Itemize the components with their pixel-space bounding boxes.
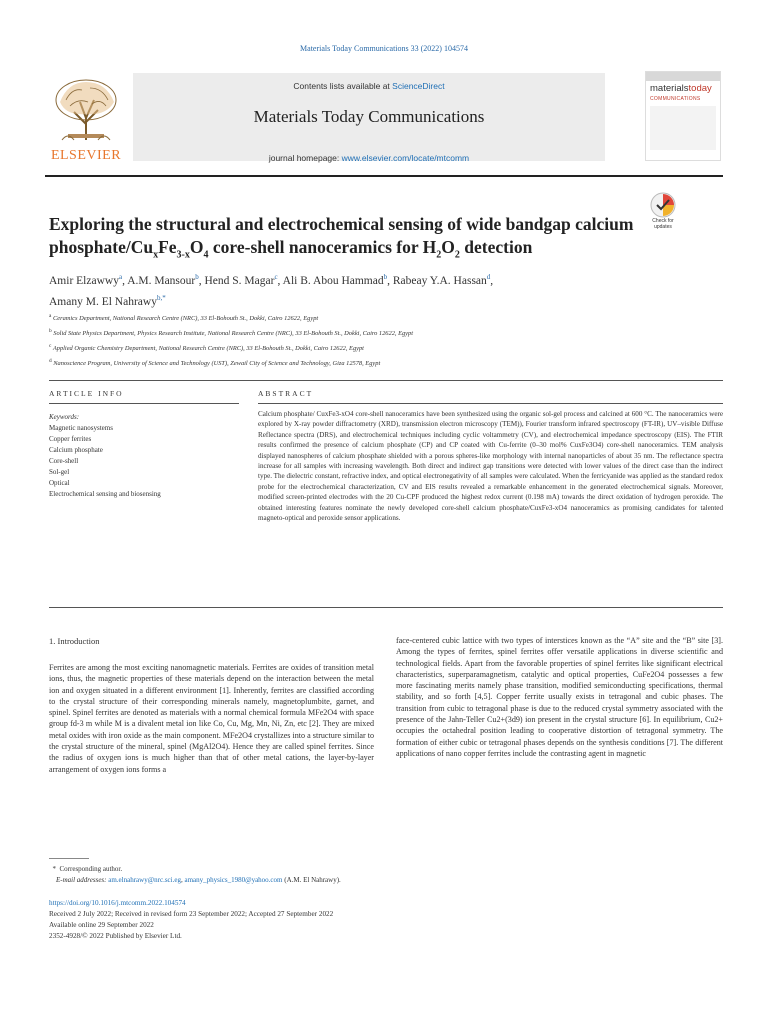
affiliation <box>49 340 689 355</box>
email-link-1[interactable]: am.elnahrawy@nrc.sci.eg <box>108 876 181 884</box>
email-line: E-mail addresses: am.elnahrawy@nrc.sci.eg, amany_physics_1980@yahoo.com (A.M. El Nahrawy). <box>56 876 341 884</box>
author-affil-sup[interactable]: c <box>274 273 278 281</box>
author-list: Amir Elzawwy$^a$, A.M. Mansour$^b$, Hend S. Magar$^c$, Ali B. Abou Hammad$^b$, Rabeay Y.A. Hassan$^d$, Amany M. El Nahrawy$^{b,*}$ <box>49 273 494 308</box>
section-heading-introduction: 1. Introduction <box>49 636 100 646</box>
keywords-heading: Keywords: <box>49 413 80 421</box>
keyword: Sol-gel <box>49 468 70 476</box>
affiliations <box>49 310 689 371</box>
affiliation-text: Ceramics Department, National Research Centre (NRC), 33 El-Bohouth St., Dokki, Cairo 12622, Egypt <box>52 315 319 323</box>
divider-bottom <box>49 607 723 608</box>
article-title <box>49 213 659 267</box>
abstract-text: Calcium phosphate/ CuxFe3-xO4 core-shell nanoceramics have been synthesized using the organic sol-gel process and calcined at 600 °C. The nanoceramics were explored by X-ray powder diffractometry (XRD), transmission electron microscopy (TEM)), Fourier transform infrared spectroscopy (FT-IR), UV–visible Diffuse Reflectance spectra (DRS), and electrochemical techniques including cyclic voltammetry (CV), and electrochemical impedance spectroscopy (EIS). The FTIR results confirmed the presence of calcium phosphate (CP) and CP coated with Cu-ferrite (0–30 mol% CuxFe3O4) core-shell nanoceramics. TEM analysis displayed nanospheres of calcium phosphate shielded with a porous spheres-like morphology with internal nanoparticles of about 35 nm. The reflectance spectra increase for all samples with increasing wavelength. Both direct and indirect gap transitions were detected with lower values of the direct case than the indirect type. The dielectric constant, refractive index, and optical electronegativity of all samples were calculated. When the ferricyanide was applied as the standard redox probe for the electrochemical characterization, CV and EIS results revealed a remarkable enhancement in the generated electrochemical signals. Moreover, modified screen-printed electrodes with the 20 Cu-CPF produced the highest redox current (0.198 mA) towards the direct oxidation of hydrogen peroxide. The obtained interesting features nominate the newly developed core-shell calcium phosphate/CuxFe3-xO4 nanoceramics as promising candidates for talented magneto-optical and peroxide sensor applications. <box>258 410 723 523</box>
copyright: 2352-4928/© 2022 Published by Elsevier Ltd. <box>49 932 182 940</box>
email-suffix: (A.M. El Nahrawy). <box>284 876 341 884</box>
journal-reference[interactable]: Materials Today Communications 33 (2022) 104574 <box>300 44 468 53</box>
crossmark-text-2: updates <box>654 224 672 230</box>
crossmark-text-1: Check for <box>652 218 674 224</box>
author-affil-sup[interactable]: d <box>486 273 491 281</box>
title-text-3: detection <box>459 237 533 257</box>
title-sub-2a: 2 <box>436 249 442 261</box>
keyword: Optical <box>49 479 70 487</box>
cover-artwork <box>650 106 716 150</box>
affiliation-text: Nanoscience Program, University of Science and Technology (UST), Zewail City of Science and Technology, Giza 12578, Egypt <box>53 360 381 368</box>
footnote-rule <box>49 858 89 859</box>
author[interactable] <box>283 275 387 287</box>
contents-line <box>133 81 605 91</box>
title-o: O <box>189 237 204 257</box>
author[interactable] <box>127 275 199 287</box>
cover-title <box>650 84 712 94</box>
homepage-line <box>133 153 605 163</box>
received-dates: Received 2 July 2022; Received in revised form 23 September 2022; Accepted 27 September 2022 <box>49 910 334 918</box>
journal-title: Materials Today Communications <box>253 107 485 126</box>
author-affil-sup[interactable]: a <box>118 273 123 281</box>
keywords-panel <box>49 412 239 500</box>
author-name: Rabeay Y.A. Hassan <box>392 274 487 287</box>
publication-info <box>49 898 719 942</box>
doi-link[interactable]: https://doi.org/10.1016/j.mtcomm.2022.104574 <box>49 899 186 907</box>
affiliation-text: Applied Organic Chemistry Department, National Research Centre (NRC), 33 El-Bohouth St., Dokki, Cairo 12622, Egypt <box>52 345 364 353</box>
affiliation-label: b <box>49 328 52 335</box>
cover-title-today: today <box>688 83 712 94</box>
title-text-1: Exploring the structural and electrochemical sensing of wide bandgap calcium phosphate/Cu <box>49 214 634 257</box>
keyword: Electrochemical sensing and biosensing <box>49 490 161 498</box>
author-affil-sup[interactable]: b,* <box>156 293 166 302</box>
affiliation-label: c <box>49 343 52 350</box>
sciencedirect-link[interactable]: ScienceDirect <box>392 81 445 91</box>
title-sub-x: x <box>153 249 159 261</box>
author-name: Ali B. Abou Hammad <box>282 274 384 287</box>
keyword: Core-shell <box>49 457 79 465</box>
keyword: Copper ferrites <box>49 435 92 443</box>
affiliation-label: a <box>49 313 52 319</box>
affiliation-label: d <box>49 358 52 365</box>
affiliation-text: Solid State Physics Department, Physics Research Institute, National Research Centre (NRC), 33 El-Bohouth St., Dokki, Cairo 12622, Egypt <box>53 330 413 338</box>
corresponding-text: Corresponding author. <box>59 865 123 873</box>
author[interactable] <box>204 275 277 287</box>
title-fe: Fe <box>158 237 177 257</box>
title-o2: O <box>441 237 455 257</box>
body-column-left: Ferrites are among the most exciting nanomagnetic materials. Ferrites are oxides of transition metal ions, thus, the magnetic properties of these materials depend on the interaction between the metal ion and oxygen situated in a different environment [1]. Inherently, ferrites are classified according to the crystal structure of their corresponding minerals namely, magnetoplumbite, garnet, and spinel. Spinel ferrites are denoted as materials with a normal chemical formula MFe2O4 with space group fd-3 m while M is a divalent metal ion like Co, Cu, Mg, Mn, Ni, Zn, etc [2]. They are mixed metal oxides with iron oxide as the main component. MFe2O4 crystallizes into a structure similar to the crystal structure of the mineral, spinel (MgAl2O4). Hence they are called spinel ferrites. Since the radius of oxygen ions is much higher than that of other metal cations, the layer-by-layer arrangement of oxygen ions forms a <box>49 663 374 774</box>
email-label: E-mail addresses: <box>56 876 107 884</box>
elsevier-wordmark: ELSEVIER <box>50 148 122 163</box>
footnotes <box>49 864 719 886</box>
author-affil-sup[interactable]: b <box>383 273 388 281</box>
abstract-heading: ABSTRACT <box>258 389 314 398</box>
divider-top <box>49 380 723 381</box>
divider-article-info <box>49 403 239 404</box>
masthead-band <box>133 73 605 161</box>
author-name: Hend S. Magar <box>204 274 275 287</box>
cover-title-materials: materials <box>650 83 689 94</box>
article-info-heading: ARTICLE INFO <box>49 389 124 398</box>
elsevier-logo[interactable] <box>48 76 124 164</box>
contents-prefix: Contents lists available at <box>293 81 393 91</box>
author-affil-sup[interactable]: b <box>195 273 199 281</box>
affiliation <box>49 310 689 325</box>
keyword: Calcium phosphate <box>49 446 103 454</box>
cover-top-band <box>646 72 720 81</box>
cover-subtitle: COMMUNICATIONS <box>650 96 701 102</box>
journal-cover-thumbnail[interactable] <box>645 71 721 161</box>
author[interactable] <box>393 275 490 287</box>
title-sub-3x: 3-x <box>176 249 190 261</box>
author-name: Amir Elzawwy <box>49 274 119 287</box>
author-name: Amany M. El Nahrawy <box>49 295 157 308</box>
homepage-link[interactable]: www.elsevier.com/locate/mtcomm <box>341 153 470 163</box>
online-date: Available online 29 September 2022 <box>49 921 154 929</box>
email-link-2[interactable]: amany_physics_1980@yahoo.com <box>184 876 283 884</box>
keyword: Magnetic nanosystems <box>49 424 113 432</box>
title-text-2: core-shell nanoceramics for H <box>208 237 437 257</box>
body-column-right: face-centered cubic lattice with two types of interstices known as the “A” site and the “B” site [3]. Among the types of ferrites, spinel ferrites offer versatile applications in diverse scientific and technological fields. Apart from the favorable properties of spinel ferrites like significant electrical characteristics, superparamagnetism, catalytic and optical properties, CuFe2O4 possesses a few more fascinating merits namely phase transition, modified semiconducting specifications, thermal stability, and so forth [4,5]. Copper ferrite usually exists in tetragonal and cubic phases. The transition from cubic to tetragonal phase is due to the reduced crystal symmetry associated with the presence of the Jahn-Teller Cu2+(3d9) ion present in the crystal structure [6]. In equilibrium, Cu2+ occupies the octahedral position leading to cooperative distortion of tetragonal symmetry. The formation of either cubic or tetragonal phases depends on the synthesis conditions [7]. The different applications of nano copper ferrites include the contrasting agent in magnetic <box>396 636 723 758</box>
affiliation <box>49 325 689 340</box>
author[interactable] <box>49 293 166 308</box>
corresponding-author-note: * Corresponding author. <box>49 865 123 873</box>
author[interactable] <box>49 275 122 287</box>
homepage-prefix: journal homepage: <box>268 153 342 163</box>
author-name: A.M. Mansour <box>127 274 196 287</box>
title-sub-4: 4 <box>203 249 209 261</box>
masthead-rule <box>45 175 723 177</box>
journal-masthead <box>45 71 723 167</box>
divider-abstract <box>258 403 723 404</box>
affiliation <box>49 355 689 370</box>
title-sub-2b: 2 <box>454 249 460 261</box>
